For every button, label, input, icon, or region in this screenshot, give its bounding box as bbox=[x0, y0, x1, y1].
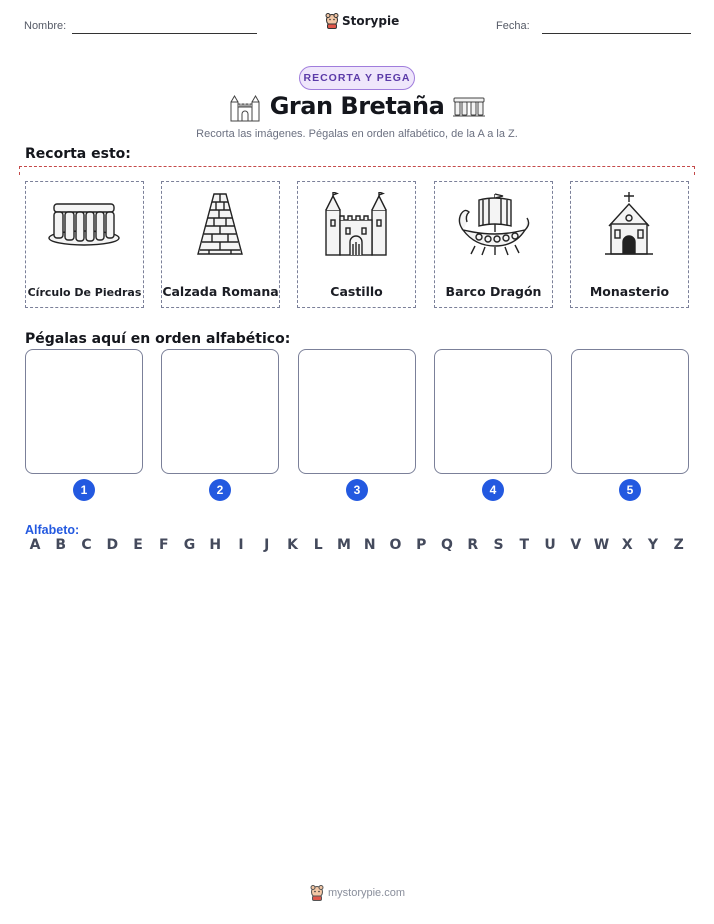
name-label: Nombre: bbox=[24, 20, 67, 32]
alphabet-letter: M bbox=[337, 537, 351, 553]
alphabet-letter: A bbox=[29, 537, 41, 553]
alphabet-letter: D bbox=[106, 537, 119, 553]
alphabet-letter: B bbox=[55, 537, 67, 553]
cut-line bbox=[19, 166, 695, 175]
cut-card-monastery[interactable] bbox=[570, 181, 689, 308]
monastery-icon bbox=[591, 192, 667, 256]
stonehenge-icon bbox=[46, 192, 122, 252]
cut-card-stone-circle[interactable] bbox=[25, 181, 144, 308]
storypie-mascot-icon bbox=[310, 885, 324, 901]
alphabet-letter: I bbox=[238, 537, 244, 553]
cut-heading: Recorta esto: bbox=[25, 146, 131, 162]
paste-slot-5[interactable] bbox=[571, 349, 689, 474]
roman-road-icon bbox=[182, 192, 258, 256]
alphabet-letter: S bbox=[493, 537, 504, 553]
card-label: Calzada Romana bbox=[162, 284, 279, 299]
stonehenge-title-icon bbox=[452, 94, 486, 118]
alphabet-letter: P bbox=[416, 537, 427, 553]
paste-heading: Pégalas aquí en orden alfabético: bbox=[25, 331, 291, 347]
card-label: Castillo bbox=[330, 284, 383, 299]
viking-ship-icon bbox=[455, 192, 531, 256]
alphabet-letter: X bbox=[621, 537, 633, 553]
page-title: Gran Bretaña bbox=[269, 92, 445, 120]
alphabet-letter: R bbox=[467, 537, 479, 553]
paste-slot-3[interactable] bbox=[298, 349, 416, 474]
alphabet-letter: J bbox=[264, 537, 270, 553]
name-field[interactable] bbox=[72, 33, 257, 34]
alphabet-letter: U bbox=[544, 537, 556, 553]
alphabet-letter: Z bbox=[673, 537, 684, 553]
cut-card-roman-road[interactable] bbox=[161, 181, 280, 308]
alphabet-letter: V bbox=[570, 537, 582, 553]
paste-slot-4[interactable] bbox=[434, 349, 552, 474]
alphabet-letter: K bbox=[287, 537, 298, 553]
brand-logo bbox=[325, 13, 399, 29]
alphabet-letter: L bbox=[313, 537, 323, 553]
date-field[interactable] bbox=[542, 33, 691, 34]
alphabet-letter: G bbox=[183, 537, 196, 553]
alphabet-heading: Alfabeto: bbox=[25, 523, 80, 537]
alphabet-letter: Y bbox=[647, 537, 659, 553]
alphabet-letter: T bbox=[519, 537, 530, 553]
paste-slot-2[interactable] bbox=[161, 349, 279, 474]
alphabet-row bbox=[25, 537, 689, 553]
cut-card-castle[interactable] bbox=[297, 181, 416, 308]
footer-url: mystorypie.com bbox=[328, 887, 406, 899]
activity-badge: RECORTA Y PEGA bbox=[299, 66, 415, 90]
instructions: Recorta las imágenes. Pégalas en orden alfabético, de la A a la Z. bbox=[196, 128, 518, 140]
paste-slot-1[interactable] bbox=[25, 349, 143, 474]
slot-number: 1 bbox=[73, 479, 95, 501]
alphabet-letter: N bbox=[363, 537, 376, 553]
slot-number: 4 bbox=[482, 479, 504, 501]
alphabet-letter: E bbox=[133, 537, 143, 553]
cut-card-dragon-ship[interactable] bbox=[434, 181, 553, 308]
card-label: Círculo De Piedras bbox=[27, 286, 142, 299]
slot-number: 2 bbox=[209, 479, 231, 501]
brand-name: Storypie bbox=[342, 14, 400, 28]
footer bbox=[310, 885, 405, 901]
alphabet-letter: Q bbox=[441, 537, 453, 553]
alphabet-letter: W bbox=[593, 537, 610, 553]
storypie-mascot-icon bbox=[325, 13, 339, 29]
alphabet-letter: O bbox=[389, 537, 402, 553]
alphabet-letter: F bbox=[158, 537, 169, 553]
alphabet-letter: C bbox=[81, 537, 92, 553]
slot-number: 3 bbox=[346, 479, 368, 501]
card-label: Monasterio bbox=[589, 284, 670, 299]
slot-number: 5 bbox=[619, 479, 641, 501]
castle-icon bbox=[318, 192, 394, 256]
card-label: Barco Dragón bbox=[445, 284, 542, 299]
alphabet-letter: H bbox=[209, 537, 222, 553]
date-label: Fecha: bbox=[496, 20, 530, 32]
